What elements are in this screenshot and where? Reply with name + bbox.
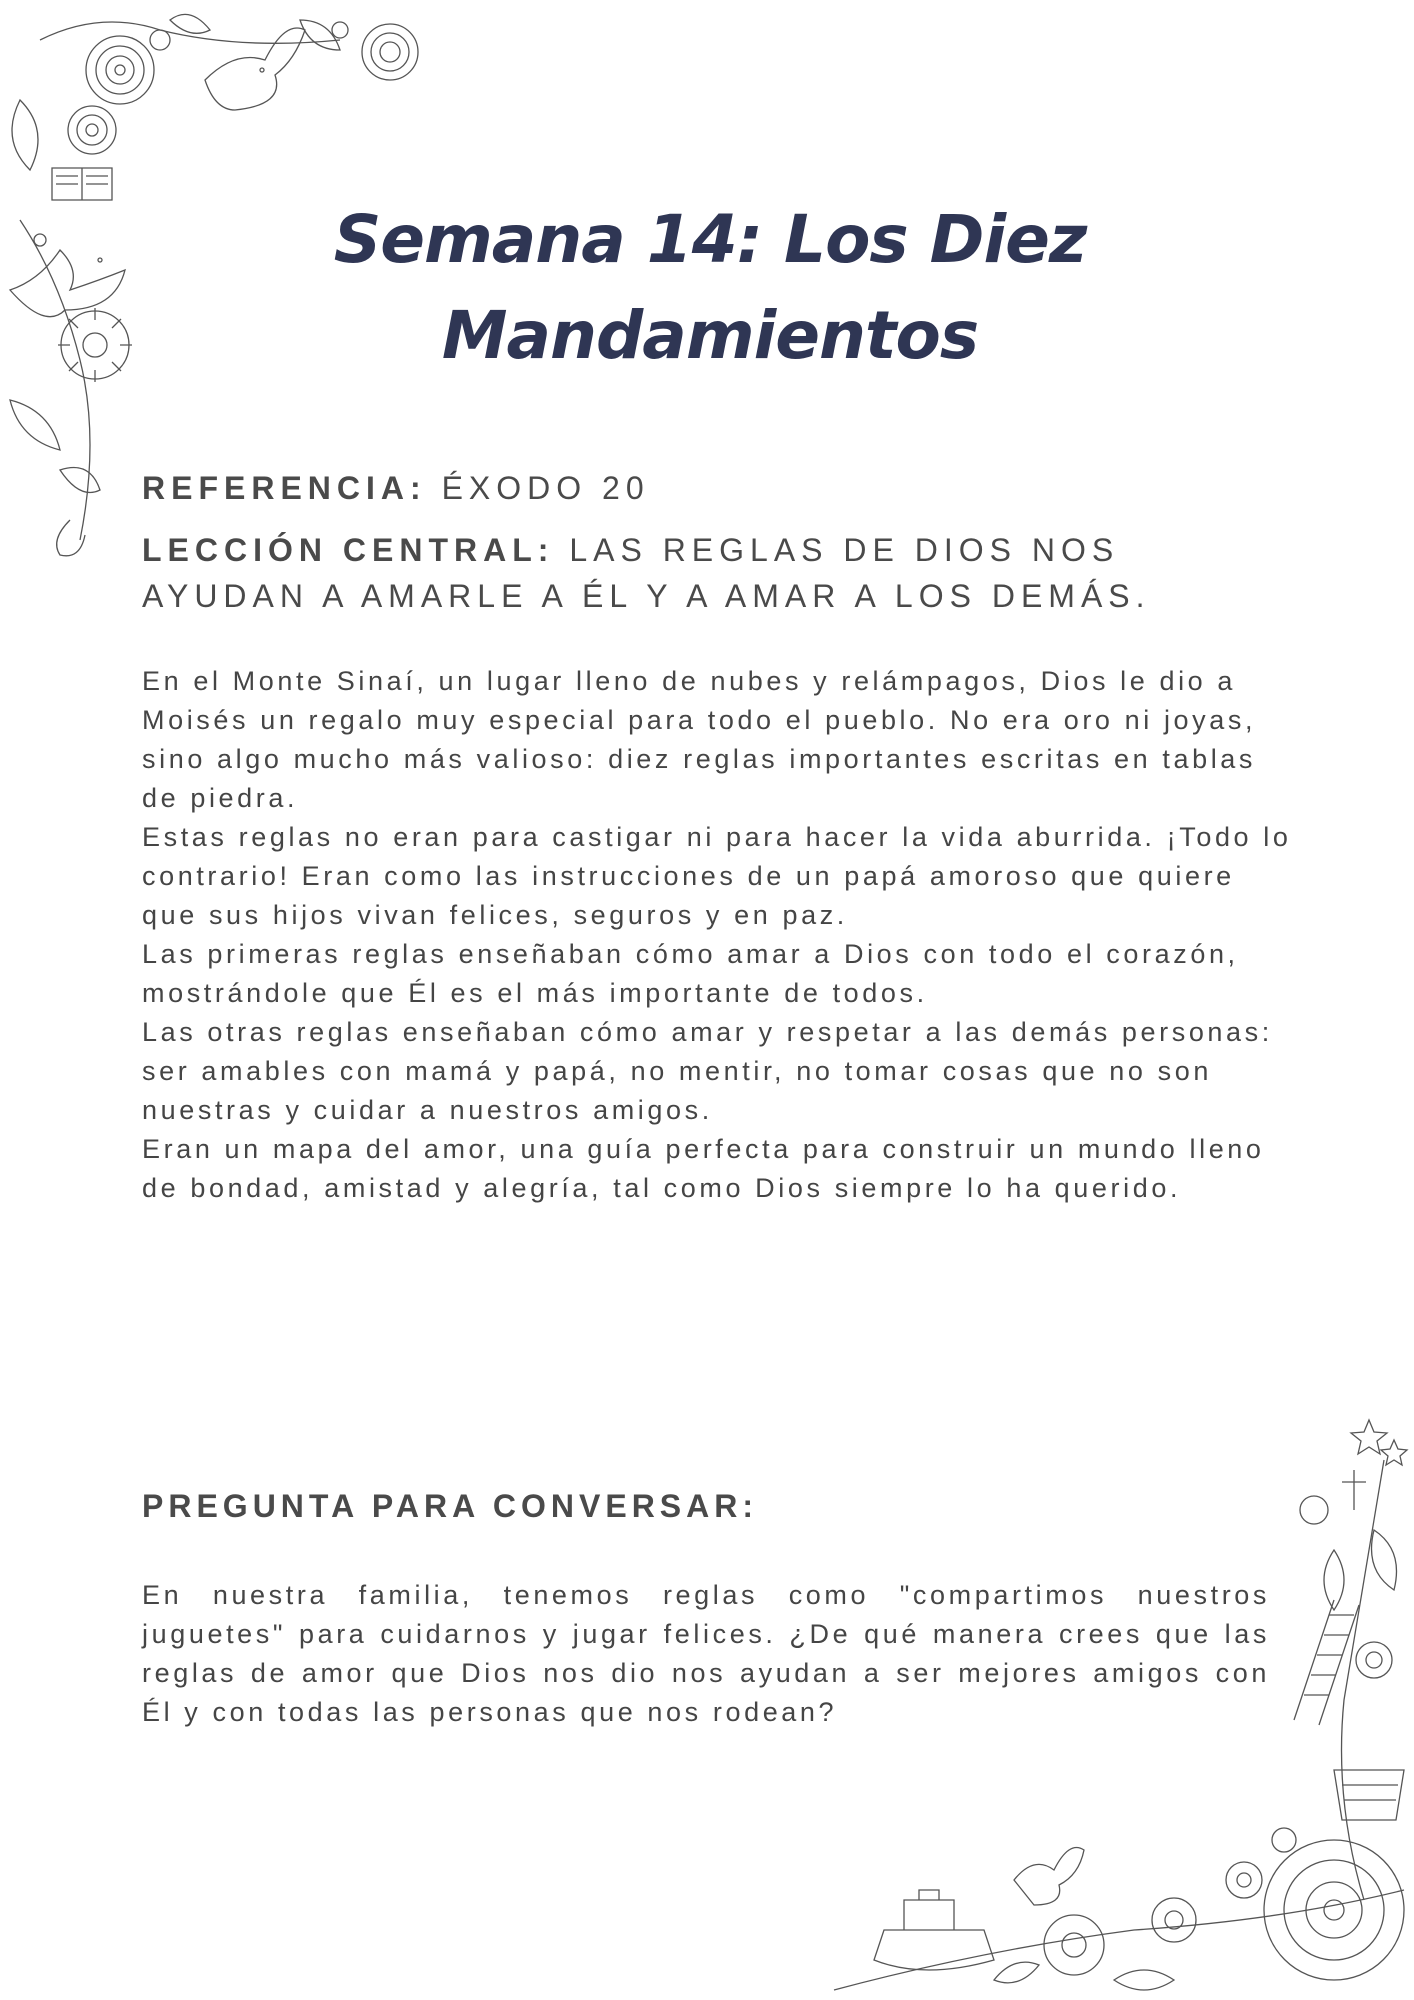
- title-line-2: Mandamientos: [441, 297, 979, 374]
- story-paragraph: En el Monte Sinaí, un lugar lleno de nubes y relámpagos, Dios le dio a Moisés un regalo muy especial para todo el pueblo. No era oro ni joyas, sino algo mucho más valioso: diez reglas importantes escritas en tablas de piedra.: [142, 666, 1257, 813]
- rose-icon: [68, 106, 116, 154]
- rose-icon: [86, 36, 154, 104]
- page-title: [300, 192, 1120, 384]
- daisy-icon: [1044, 1862, 1262, 1975]
- story-text: [142, 662, 1292, 1208]
- cross-icon: [1342, 1470, 1366, 1510]
- ladder-icon: [1294, 1600, 1359, 1725]
- story-paragraph: Eran un mapa del amor, una guía perfecta para construir un mundo lleno de bondad, amistad y alegría, tal como Dios siempre lo ha querido.: [142, 1134, 1265, 1203]
- reference-value: ÉXODO 20: [441, 470, 650, 506]
- title-line-1: Semana 14: Los Diez: [333, 201, 1087, 278]
- reference-line: [142, 465, 1282, 511]
- lesson-info: [142, 465, 1282, 635]
- question-body: En nuestra familia, tenemos reglas como "compartimos nuestros juguetes" para cuidarnos y jugar felices. ¿De qué manera crees que las reglas de amor que Dios nos dio nos ayudan a ser mejores amigos con Él y con todas las personas que nos rodean?: [142, 1580, 1270, 1727]
- star-icon: [1351, 1420, 1407, 1465]
- book-icon: [52, 168, 112, 200]
- central-lesson-line: [142, 527, 1282, 619]
- question-heading: PREGUNTA PARA CONVERSAR:: [142, 1488, 759, 1524]
- story-paragraph: Las primeras reglas enseñaban cómo amar a Dios con todo el corazón, mostrándole que Él es el más importante de todos.: [142, 939, 1239, 1008]
- central-lesson-label: LECCIÓN CENTRAL:: [142, 532, 555, 568]
- story-paragraph: Las otras reglas enseñaban cómo amar y respetar a las demás personas: ser amables con mamá y papá, no mentir, no tomar cosas que no son nuestras y cuidar a nuestros amigos.: [142, 1017, 1273, 1125]
- daisy-icon: [58, 308, 132, 382]
- dove-icon: [10, 250, 125, 317]
- central-lesson-value: LAS REGLAS DE DIOS NOS AYUDAN A AMARLE A ÉL Y A AMAR A LOS DEMÁS.: [142, 532, 1151, 614]
- leaf-icon: [10, 14, 340, 492]
- rose-icon: [362, 24, 418, 80]
- reference-label: REFERENCIA:: [142, 470, 427, 506]
- dove-icon: [1014, 1848, 1084, 1906]
- basket-icon: [1334, 1770, 1404, 1820]
- ark-boat-icon: [874, 1890, 994, 1970]
- large-flower-icon: [1264, 1840, 1404, 1980]
- story-paragraph: Estas reglas no eran para castigar ni para hacer la vida aburrida. ¡Todo lo contrario! Eran como las instrucciones de un papá amoroso que quiere que sus hijos vivan felices, seguros y en paz.: [142, 822, 1292, 930]
